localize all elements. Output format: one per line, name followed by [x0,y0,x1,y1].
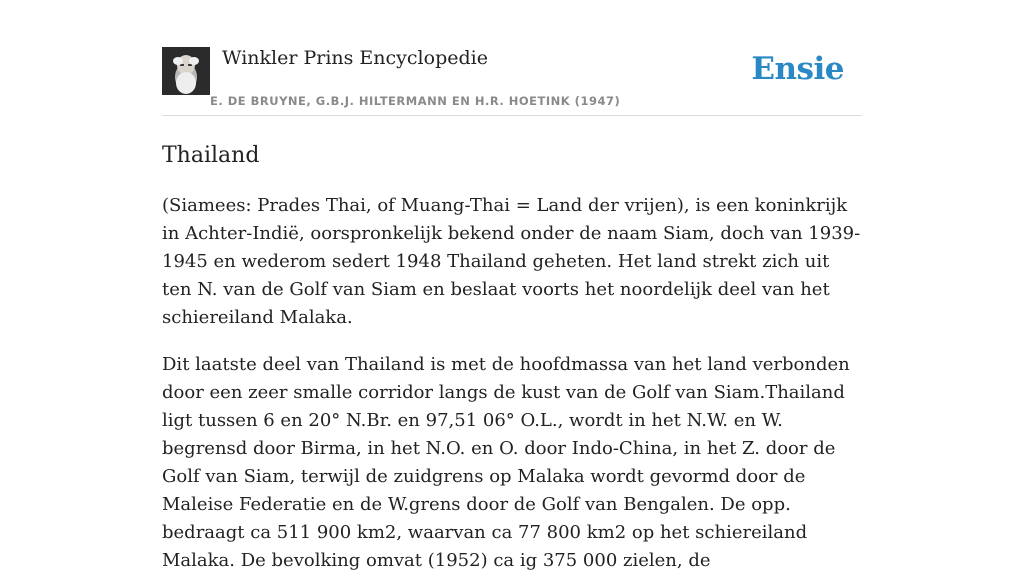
ensie-logo[interactable]: Ensie [751,51,844,87]
page [162,0,862,575]
portrait-icon [162,47,210,95]
article-paragraph: (Siamees: Prades Thai, of Muang-Thai = Land der vrijen), is een koninkrijk in Achter-Indië, oorspronkelijk bekend onder de naam Siam, doch van 1939-1945 en wederom sedert 1948 Thailand geheten. Het land strekt zich uit ten N. van de Golf van Siam en beslaat voorts het noordelijk deel van het schiereiland Malaka. [162,195,861,328]
site-header [162,45,862,116]
authors-credit: E. DE BRUYNE, G.B.J. HILTERMANN EN H.R. HOETINK (1947) [210,94,621,108]
article-title: Thailand [162,143,260,168]
article-paragraph: Dit laatste deel van Thailand is met de hoofdmassa van het land verbonden door een zeer smalle corridor langs de kust van de Golf van Siam.Thailand ligt tussen 6 en 20° N.Br. en 97,51 06° O.L., wordt in het N.W. en W. begrensd door Birma, in het N.O. en O. door Indo-China, in het Z. door de Golf van Siam, terwijl de zuidgrens op Malaka wordt gevormd door de Maleise Federatie en de W.grens door de Golf van Bengalen. De opp. bedraagt ca 511 900 km2, waarvan ca 77 800 km2 op het schiereiland Malaka. De bevolking omvat (1952) ca ig 375 000 zielen, de [162,354,850,571]
site-title[interactable]: Winkler Prins Encyclopedie [222,47,488,69]
author-portrait-avatar[interactable] [162,47,210,95]
